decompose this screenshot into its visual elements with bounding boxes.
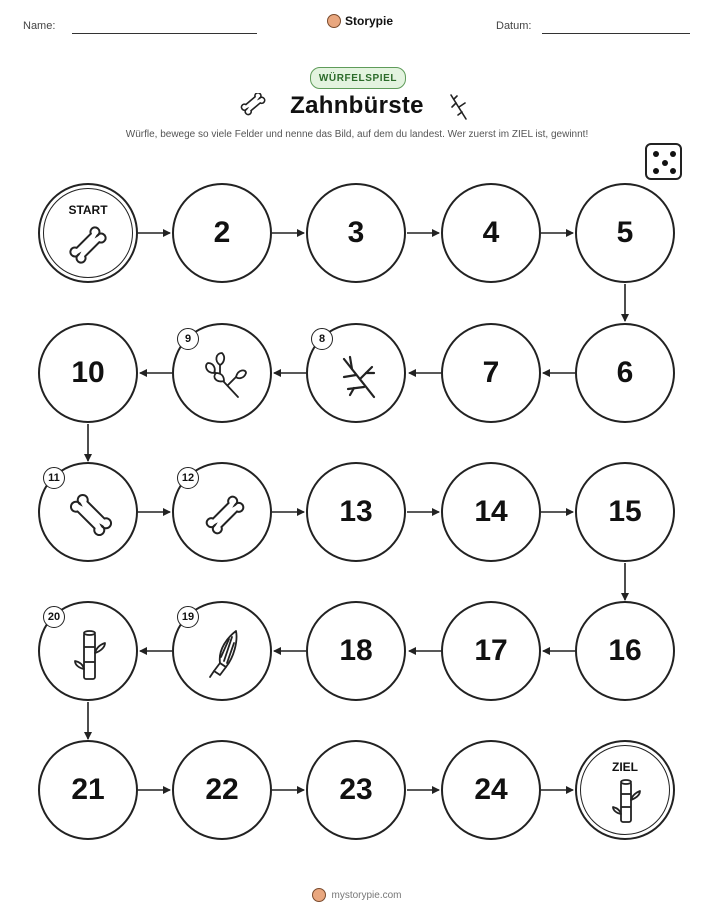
board-cell-21 (38, 740, 138, 840)
bamboo-icon (74, 629, 106, 683)
board-cell-8 (306, 323, 406, 423)
cell-number: 21 (71, 773, 105, 806)
storypie-logo-icon (312, 888, 326, 902)
board-cell-20 (38, 601, 138, 701)
footer (0, 888, 714, 902)
cell-number: 7 (482, 356, 500, 389)
board-cell-18 (306, 601, 406, 701)
board-cell-24 (441, 740, 541, 840)
board-cell-19 (172, 601, 272, 701)
cell-number: 14 (474, 495, 508, 528)
twig-icon (336, 351, 382, 401)
cell-number-badge: 9 (177, 328, 199, 350)
board-cell-4 (441, 183, 541, 283)
cell-number-badge: 12 (177, 467, 199, 489)
start-cell (38, 183, 138, 283)
start-label: START (68, 203, 108, 217)
board-cell-13 (306, 462, 406, 562)
cell-number-badge: 19 (177, 606, 199, 628)
cell-number: 6 (616, 356, 634, 389)
bamboo-icon (611, 778, 641, 826)
name-label: Name: (23, 20, 56, 32)
cell-number: 5 (616, 216, 634, 249)
cell-number-badge: 8 (311, 328, 333, 350)
footer-url[interactable]: mystorypie.com (331, 889, 402, 901)
board-cell-14 (441, 462, 541, 562)
cell-number: 10 (71, 356, 105, 389)
board-cell-12 (172, 462, 272, 562)
board-cell-16 (575, 601, 675, 701)
cell-number: 18 (339, 634, 373, 667)
cell-number: 23 (339, 773, 373, 806)
brand-name: Storypie (345, 14, 394, 28)
board-cell-3 (306, 183, 406, 283)
finish-cell (575, 740, 675, 840)
board-cell-9 (172, 323, 272, 423)
cell-number-badge: 11 (43, 467, 65, 489)
cell-number-badge: 20 (43, 606, 65, 628)
leafy-twig-icon (202, 351, 248, 401)
board-cell-7 (441, 323, 541, 423)
bone-icon (66, 490, 116, 540)
cell-number: 2 (213, 216, 231, 249)
board-cell-5 (575, 183, 675, 283)
cell-number: 4 (482, 216, 500, 249)
board-cell-2 (172, 183, 272, 283)
board-cell-17 (441, 601, 541, 701)
cell-number: 15 (608, 495, 642, 528)
board-cell-11 (38, 462, 138, 562)
instructions: Würfle, bewege so viele Felder und nenne das Bild, auf dem du landest. Wer zuerst im ZIEL ist, gewinnt! (125, 129, 589, 140)
bone-icon (202, 492, 248, 538)
board-cell-10 (38, 323, 138, 423)
date-label: Datum: (496, 20, 532, 32)
cell-number: 16 (608, 634, 642, 667)
finish-label: ZIEL (612, 760, 638, 774)
cell-number: 13 (339, 495, 373, 528)
bone-icon (66, 223, 110, 267)
cell-number: 22 (205, 773, 239, 806)
board-cell-23 (306, 740, 406, 840)
cell-number: 17 (474, 634, 508, 667)
board-cell-6 (575, 323, 675, 423)
page-title: Zahnbürste (290, 92, 424, 119)
board-cell-22 (172, 740, 272, 840)
brush-icon (202, 627, 246, 681)
board-cell-15 (575, 462, 675, 562)
cell-number: 3 (347, 216, 365, 249)
game-type-badge: WÜRFELSPIEL (310, 67, 406, 89)
cell-number: 24 (474, 773, 508, 806)
